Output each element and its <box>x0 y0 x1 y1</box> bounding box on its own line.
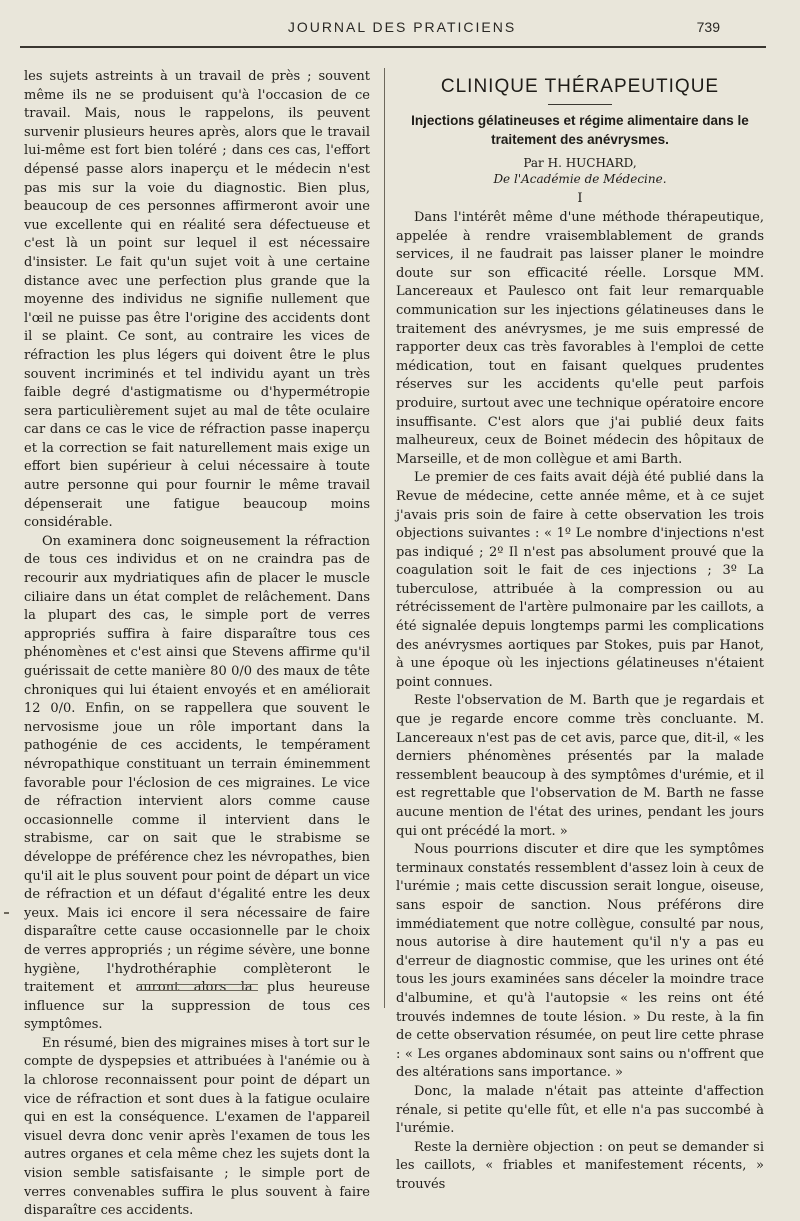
left-paragraph-3: En résumé, bien des migraines mises à tort sur le compte de dyspepsies et attribuées à l'anémie ou à la chlorose reconnaissent pour point de départ un vice de réfraction et sont dues à la fatigue oculaire qui en est la conséquence. L'examen de l'appareil visuel devra donc venir après l'examen de tous les autres organes et cela même chez les sujets dont la vision semble satisfaisante ; le simple port de verres convenables suffira le plus souvent à faire disparaître ces accidents. <box>24 1035 370 1219</box>
header-rule <box>20 46 766 48</box>
page-header <box>22 16 782 38</box>
section-title: CLINIQUE THÉRAPEUTIQUE <box>440 76 720 97</box>
article-author: Par H. HUCHARD, <box>523 156 637 170</box>
left-paragraph-1: les sujets astreints à un travail de près ; souvent même ils ne se produisent qu'à l'occasion de ce travail. Mais, nous le rappelons, ils peuvent survenir plusieurs heures après, alors que le travail lui-même est fort bien toléré ; dans ces cas, l'effort dépensé passe alors inaperçu et le médecin n'est pas mis sur la voie du diagnostic. Bien plus, beaucoup de ces personnes affirmeront avoir une vue excellente qui en réalité sera défectueuse et c'est là un point sur lequel il est nécessaire d'insister. Le fait qu'un sujet voit à une certaine distance avec une perfection plus grande que la moyenne des individus ne signifie nullement que l'œil ne puisse pas être l'origine des accidents dont il se plaint. Ce sont, au contraire les vices de réfraction les plus légers qui doivent être le plus souvent incriminés et tel individu ayant un très faible degré d'astigmatisme ou d'hypermétropie sera particulièrement sujet au mal de tête oculaire car dans ce cas le vice de réfraction passe inaperçu et la correction se fait naturellement mais exige un effort bien supérieur à celui nécessaire à toute autre personne qui pour fournir le même travail dépenserait une fatigue beaucoup moins considérable. <box>24 69 370 531</box>
right-column <box>396 68 764 1194</box>
article-end-rule <box>138 984 258 991</box>
author-affiliation: De l'Académie de Médecine. <box>493 172 667 186</box>
running-head: JOURNAL DES PRATICIENS <box>287 19 517 35</box>
right-paragraph-1: Dans l'intérêt même d'une méthode thérapeutique, appelée à rendre vraisemblablement de grands services, il ne faudrait pas laisser planer le moindre doute sur son efficacité réelle. Lorsque MM. Lancereaux et Paulesco ont fait leur remarquable communication sur les injections gélatineuses dans le traitement des anévrysmes, je me suis empressé de rapporter deux cas très favorables à l'emploi de cette médication, tout en faisant quelques prudentes réserves sur les accidents qu'elle peut parfois produire, surtout avec une technique opératoire encore insuffisante. C'est alors que j'ai publié deux faits malheureux, ceux de Boinet médecin des hôpitaux de Marseille, et de mon collègue et ami Barth. <box>396 210 764 467</box>
right-paragraph-4: Nous pourrions discuter et dire que les symptômes terminaux constatés ressemblent d'assez loin à ceux de l'urémie ; mais cette discussion serait longue, oiseuse, sans espoir de sanction. Nous préférons dire immédiatement que notre collègue, consulté par nous, nous autorise à dire hautement qu'il n'y a pas eu d'erreur de diagnostic commise, que les urines ont été tous les jours examinées sans déceler la moindre trace d'albumine, et qu'à l'autopsie « les reins ont été trouvés indemnes de toute lésion. » Du reste, à la fin de cette observation résumée, on peut lire cette phrase : « Les organes abdominaux sont sains ou n'offrent que des altérations sans importance. » <box>396 842 764 1081</box>
right-paragraph-2: Le premier de ces faits avait déjà été publié dans la Revue de médecine, cette année même, et à ce sujet j'avais pris soin de faire à cette observation les trois objections suivantes : « 1º Le nombre d'injections n'est pas indiqué ; 2º Il n'est pas absolument prouvé que la coagulation soit le fait de ces injections ; 3º La tuberculose, attribuée à la compression ou au rétrécissement de l'artère pulmonaire par les caillots, a été signalée depuis longtemps parmi les complications des anévrysmes aortiques par Stokes, puis par Hanot, à une époque où les injections gélatineuses n'étaient point connues. <box>396 470 764 690</box>
right-paragraph-5: Donc, la malade n'était pas atteinte d'affection rénale, si petite qu'elle fût, et elle n'a pas succombé à l'urémie. <box>396 1083 764 1137</box>
margin-mark <box>4 912 9 914</box>
left-column <box>24 68 370 1221</box>
part-number: I <box>577 191 583 206</box>
page-number: 739 <box>696 19 720 35</box>
title-rule <box>548 104 612 105</box>
left-paragraph-2: On examinera donc soigneusement la réfraction de tous ces individus et on ne craindra pas de recourir aux mydriatiques afin de placer le muscle ciliaire dans un état complet de relâchement. Dans la plupart des cas, le simple port de verres appropriés suffira à faire disparaître tous ces phénomènes et c'est ainsi que Stevens affirme qu'il guérissait de cette manière 80 0/0 des maux de tête chroniques qui lui étaient envoyés et en améliorait 12 0/0. Enfin, on se rappellera que souvent le nervosisme joue un rôle important dans la pathogénie de ces accidents, le tempérament névropathique constituant un terrain éminemment favorable pour l'éclosion de ces migraines. Le vice de réfraction intervient alors comme cause occasionnelle comme il intervient dans le strabisme, car on sait que le strabisme se développe de préférence chez les névropathes, bien qu'il ait le plus souvent pour point de départ un vice de réfraction et un défaut d'égalité entre les deux yeux. Mais ici encore il sera nécessaire de faire disparaître cette cause occasionnelle par le choix de verres appropriés ; un régime sévère, une bonne hygiène, l'hydrothéraphie complèteront le traitement et auront alors la plus heureuse influence sur la suppression de tous ces symptômes. <box>24 533 370 1033</box>
article-title: Injections gélatineuses et régime alimentaire dans le traitement des anévrysmes. <box>411 113 749 147</box>
right-paragraph-3: Reste l'observation de M. Barth que je regardais et que je regarde encore comme très concluante. M. Lancereaux n'est pas de cet avis, parce que, dit-il, « les derniers phénomènes présentés par la malade ressemblent beaucoup à des symptômes d'urémie, et il est regrettable que l'observation de M. Barth ne fasse aucune mention de l'état des urines, pendant les jours qui ont précédé la mort. » <box>396 693 764 839</box>
column-divider <box>384 68 385 1008</box>
right-paragraph-6: Reste la dernière objection : on peut se demander si les caillots, « friables et manifestement récents, » trouvés <box>396 1139 764 1192</box>
